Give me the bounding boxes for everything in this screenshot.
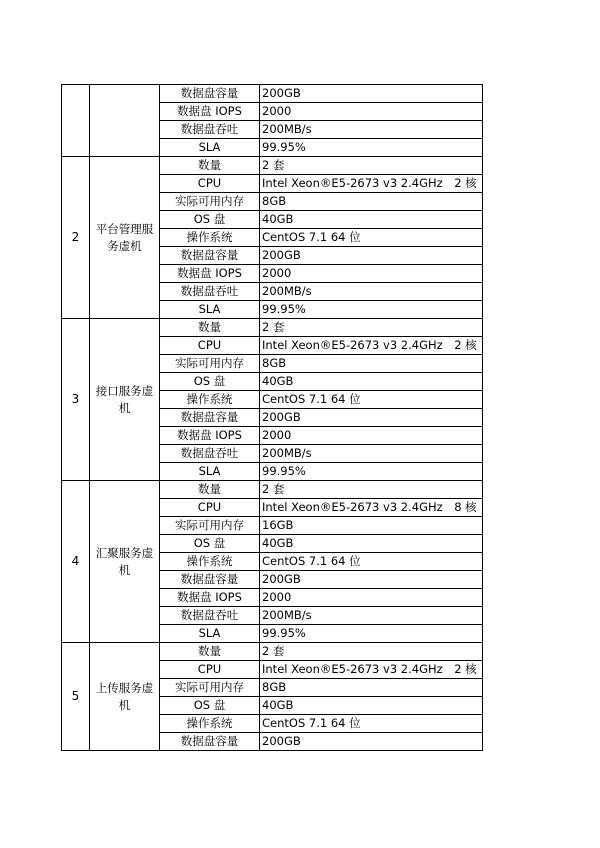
- spec-property: 数据盘吞吐: [160, 283, 260, 301]
- group-number: 2: [62, 157, 90, 319]
- spec-property: 数据盘 IOPS: [160, 427, 260, 445]
- table-row: [62, 481, 483, 499]
- spec-value: 40GB: [260, 535, 483, 553]
- spec-property: 数据盘容量: [160, 247, 260, 265]
- group-number: 4: [62, 481, 90, 643]
- spec-property: 实际可用内存: [160, 193, 260, 211]
- spec-value: 8GB: [260, 355, 483, 373]
- spec-property: 数据盘吞吐: [160, 607, 260, 625]
- spec-value: 2 套: [260, 481, 483, 499]
- spec-value: Intel Xeon®E5-2673 v3 2.4GHz 8 核: [260, 499, 483, 517]
- spec-value: 40GB: [260, 211, 483, 229]
- group-name: 上传服务虚机: [90, 643, 160, 751]
- spec-property: 操作系统: [160, 391, 260, 409]
- spec-property: OS 盘: [160, 211, 260, 229]
- spec-value: 8GB: [260, 679, 483, 697]
- spec-value: 200GB: [260, 571, 483, 589]
- spec-value: Intel Xeon®E5-2673 v3 2.4GHz 2 核: [260, 661, 483, 679]
- group-name: [90, 85, 160, 157]
- spec-value: 2 套: [260, 319, 483, 337]
- spec-property: 数据盘吞吐: [160, 121, 260, 139]
- table-row: [62, 643, 483, 661]
- group-name: 平台管理服务虚机: [90, 157, 160, 319]
- spec-property: 数量: [160, 643, 260, 661]
- spec-property: 数据盘 IOPS: [160, 589, 260, 607]
- spec-property: OS 盘: [160, 697, 260, 715]
- spec-property: 操作系统: [160, 553, 260, 571]
- table-row: [62, 319, 483, 337]
- spec-property: 数据盘容量: [160, 85, 260, 103]
- group-number: [62, 85, 90, 157]
- spec-property: SLA: [160, 139, 260, 157]
- vm-spec-table: [61, 84, 483, 751]
- spec-value: Intel Xeon®E5-2673 v3 2.4GHz 2 核: [260, 175, 483, 193]
- spec-value: CentOS 7.1 64 位: [260, 391, 483, 409]
- spec-value: CentOS 7.1 64 位: [260, 229, 483, 247]
- spec-property: 数据盘 IOPS: [160, 103, 260, 121]
- spec-property: 数据盘容量: [160, 733, 260, 751]
- group-name: 汇聚服务虚机: [90, 481, 160, 643]
- spec-value: Intel Xeon®E5-2673 v3 2.4GHz 2 核: [260, 337, 483, 355]
- spec-property: 操作系统: [160, 715, 260, 733]
- spec-value: 200GB: [260, 247, 483, 265]
- table-row: [62, 157, 483, 175]
- spec-value: 99.95%: [260, 463, 483, 481]
- spec-property: 实际可用内存: [160, 355, 260, 373]
- spec-property: SLA: [160, 301, 260, 319]
- spec-value: CentOS 7.1 64 位: [260, 715, 483, 733]
- spec-value: 2000: [260, 265, 483, 283]
- spec-value: 2 套: [260, 643, 483, 661]
- spec-value: 200GB: [260, 733, 483, 751]
- spec-value: 2 套: [260, 157, 483, 175]
- table-row: [62, 85, 483, 103]
- spec-property: CPU: [160, 499, 260, 517]
- group-number: 3: [62, 319, 90, 481]
- spec-property: 数量: [160, 157, 260, 175]
- spec-value: 40GB: [260, 697, 483, 715]
- group-name: 接口服务虚机: [90, 319, 160, 481]
- spec-property: CPU: [160, 337, 260, 355]
- spec-property: 数量: [160, 481, 260, 499]
- spec-property: CPU: [160, 175, 260, 193]
- spec-value: 2000: [260, 103, 483, 121]
- spec-value: 200MB/s: [260, 283, 483, 301]
- spec-property: 操作系统: [160, 229, 260, 247]
- spec-value: 40GB: [260, 373, 483, 391]
- spec-property: 实际可用内存: [160, 517, 260, 535]
- spec-value: 200GB: [260, 409, 483, 427]
- spec-value: 2000: [260, 427, 483, 445]
- spec-value: 8GB: [260, 193, 483, 211]
- spec-value: 200MB/s: [260, 121, 483, 139]
- group-number: 5: [62, 643, 90, 751]
- spec-value: 200MB/s: [260, 607, 483, 625]
- spec-value: 99.95%: [260, 625, 483, 643]
- spec-property: OS 盘: [160, 373, 260, 391]
- spec-property: CPU: [160, 661, 260, 679]
- spec-property: 数据盘容量: [160, 571, 260, 589]
- spec-value: 200MB/s: [260, 445, 483, 463]
- spec-property: 数据盘 IOPS: [160, 265, 260, 283]
- spec-property: SLA: [160, 625, 260, 643]
- spec-property: OS 盘: [160, 535, 260, 553]
- spec-value: 99.95%: [260, 301, 483, 319]
- spec-property: 数量: [160, 319, 260, 337]
- spec-property: 数据盘吞吐: [160, 445, 260, 463]
- spec-value: 2000: [260, 589, 483, 607]
- spec-value: CentOS 7.1 64 位: [260, 553, 483, 571]
- spec-value: 99.95%: [260, 139, 483, 157]
- spec-property: 数据盘容量: [160, 409, 260, 427]
- spec-property: 实际可用内存: [160, 679, 260, 697]
- spec-property: SLA: [160, 463, 260, 481]
- spec-table-body: [62, 85, 483, 751]
- spec-value: 16GB: [260, 517, 483, 535]
- spec-value: 200GB: [260, 85, 483, 103]
